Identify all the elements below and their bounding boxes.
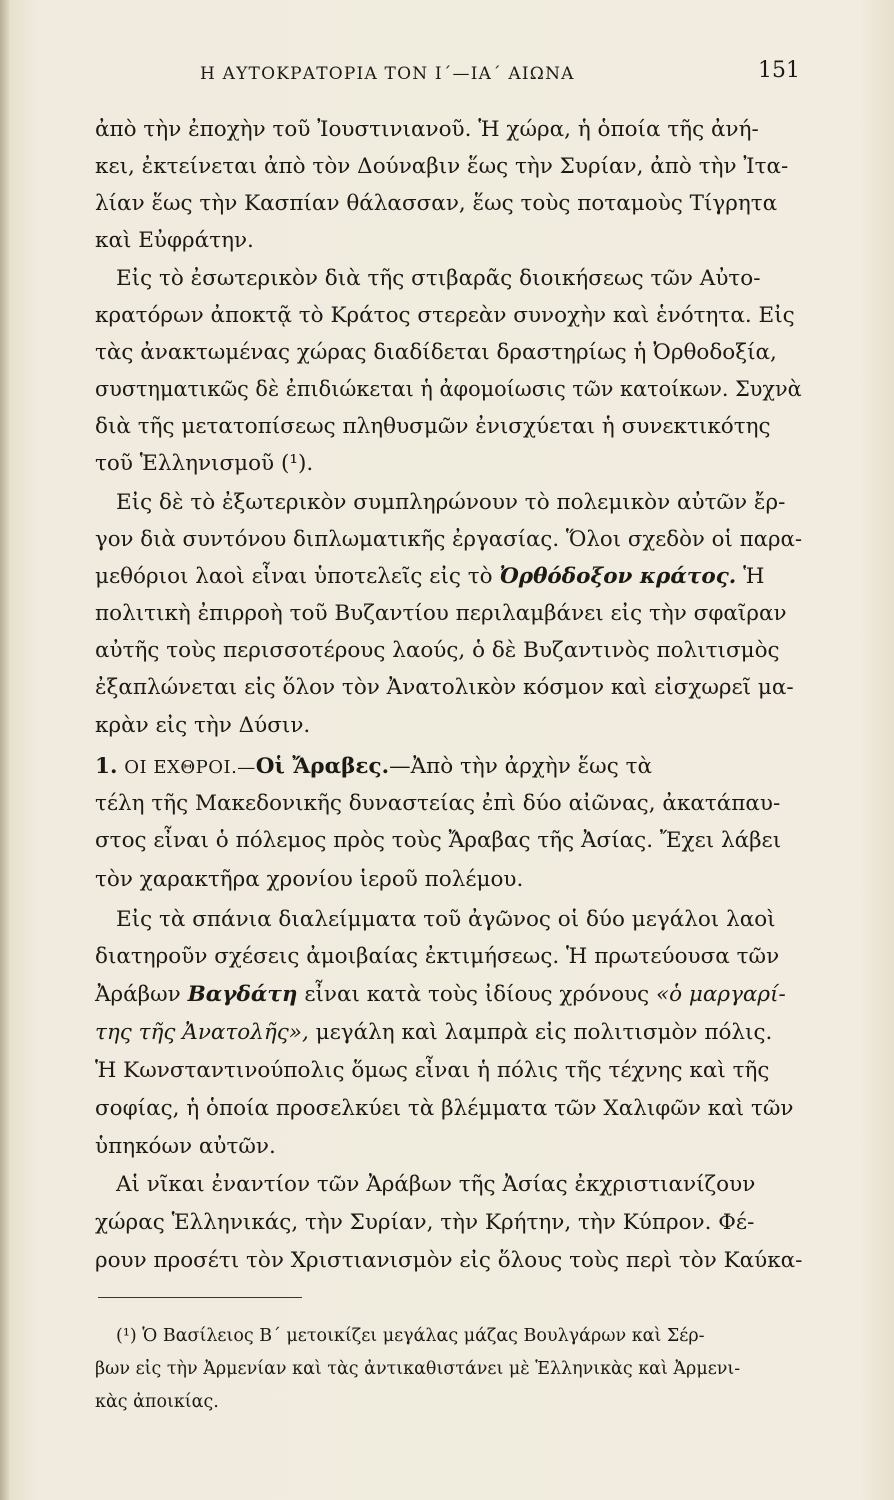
text-line: καὶ Εὐφράτην. xyxy=(95,228,254,253)
text-line: στος εἶναι ὁ πόλεμος πρὸς τοὺς Ἄραβας τῆς Ἀσίας. Ἔχει λάβει xyxy=(95,828,782,853)
text-span: μεγάλη καὶ λαμπρὰ εἰς πολιτισμὸν πόλις. xyxy=(315,1020,773,1045)
section-heading xyxy=(95,752,652,783)
emphasized-phrase: Βαγδάτη xyxy=(187,982,298,1007)
text-line: γον διὰ συντόνου διπλωματικῆς ἐργασίας. Ὅλοι σχεδὸν οἱ παρα- xyxy=(95,527,803,552)
text-line: τέλη τῆς Μακεδονικῆς δυναστείας ἐπὶ δύο αἰῶνας, ἀκατάπαυ- xyxy=(95,791,781,816)
text-line: ἐξαπλώνεται εἰς ὅλον τὸν Ἀνατολικὸν κόσμον καὶ εἰσχωρεῖ μα- xyxy=(95,675,794,700)
text-line xyxy=(95,1018,772,1048)
section-number: 1. xyxy=(95,754,118,779)
text-line: αὐτῆς τοὺς περισσοτέρους λαούς, ὁ δὲ Βυζαντινὸς πολιτισμὸς xyxy=(95,638,780,663)
text-line: ἀπὸ τὴν ἐποχὴν τοῦ Ἰουστινιανοῦ. Ἡ χώρα, ἡ ὁποία τῆς ἀνή- xyxy=(95,117,759,142)
text-line: κει, ἐκτείνεται ἀπὸ τὸν Δούναβιν ἕως τὴν Συρίαν, ἀπὸ τὴν Ἰτα- xyxy=(95,154,789,179)
text-line: πολιτικὴ ἐπιρροὴ τοῦ Βυζαντίου περιλαμβάνει εἰς τὴν σφαῖραν xyxy=(95,601,787,626)
section-title: ΟΙ ΕΧΘΡΟΙ.— xyxy=(124,757,256,778)
text-line xyxy=(95,980,786,1010)
page-number: 151 xyxy=(758,58,800,83)
text-line: ρουν προσέτι τὸν Χριστιανισμὸν εἰς ὅλους τοὺς περὶ τὸν Καύκα- xyxy=(95,1248,803,1273)
text-line: τὸν χαρακτῆρα χρονίου ἱεροῦ πολέμου. xyxy=(95,867,524,892)
text-line: Ἡ Κωνσταντινούπολις ὅμως εἶναι ἡ πόλις τῆς τέχνης καὶ τῆς xyxy=(95,1058,770,1083)
text-span: μεθόριοι λαοὶ εἶναι ὑποτελεῖς εἰς τὸ xyxy=(95,564,493,589)
text-line: λίαν ἕως τὴν Κασπίαν θάλασσαν, ἕως τοὺς ποταμοὺς Τίγρητα xyxy=(95,191,778,216)
section-subtitle: Οἱ Ἄραβες. xyxy=(255,754,390,779)
text-line: τὰς ἀνακτωμένας χώρας διαδίδεται δραστηρίως ἡ Ὀρθοδοξία, xyxy=(95,340,777,365)
footnote-line: κὰς ἀποικίας. xyxy=(95,1392,219,1412)
text-line: διὰ τῆς μετατοπίσεως πληθυσμῶν ἐνισχύεται ἡ συνεκτικότης xyxy=(95,414,771,439)
text-line: χώρας Ἑλληνικάς, τὴν Συρίαν, τὴν Κρήτην, τὴν Κύπρον. Φέ- xyxy=(95,1210,755,1235)
text-line: Αἱ νῖκαι ἐναντίον τῶν Ἀράβων τῆς Ἀσίας ἐκχριστιανίζουν xyxy=(116,1172,756,1197)
text-line: διατηροῦν σχέσεις ἀμοιβαίας ἐκτιμήσεως. Ἡ πρωτεύουσα τῶν xyxy=(95,944,780,969)
footnote-line: (¹) Ὁ Βασίλειος Β΄ μετοικίζει μεγάλας μάζας Βουλγάρων καὶ Σέρ- xyxy=(116,1326,705,1346)
text-line: κρὰν εἰς τὴν Δύσιν. xyxy=(95,713,311,738)
text-line: σοφίας, ἡ ὁποία προσελκύει τὰ βλέμματα τῶν Χαλιφῶν καὶ τῶν xyxy=(95,1096,794,1121)
text-line xyxy=(95,562,764,592)
quoted-phrase: της τῆς Ἀνατολῆς», xyxy=(95,1020,309,1045)
text-line: τοῦ Ἑλληνισμοῦ (¹). xyxy=(95,451,314,476)
text-line: ὑπηκόων αὐτῶν. xyxy=(95,1134,276,1159)
text-line: Εἰς τὸ ἐσωτερικὸν διὰ τῆς στιβαρᾶς διοικήσεως τῶν Αὐτο- xyxy=(116,266,761,291)
text-line: Εἰς τὰ σπάνια διαλείμματα τοῦ ἀγῶνος οἱ δύο μεγάλοι λαοὶ xyxy=(116,907,776,932)
text-line: Εἰς δὲ τὸ ἐξωτερικὸν συμπληρώνουν τὸ πολεμικὸν αὐτῶν ἔρ- xyxy=(116,490,786,515)
running-head: Η ΑΥΤΟΚΡΑΤΟΡΙΑ ΤΟΝ Ι΄—ΙΑ΄ ΑΙΩΝΑ xyxy=(200,64,575,84)
text-span: Ἡ xyxy=(743,564,765,589)
text-line: κρατόρων ἀποκτᾷ τὸ Κράτος στερεὰν συνοχὴν καὶ ἑνότητα. Εἰς xyxy=(95,303,795,328)
quoted-phrase: «ὁ μαργαρί- xyxy=(656,982,786,1007)
emphasized-phrase: Ὀρθόδοξον κράτος. xyxy=(499,564,737,589)
footnote-line: βων εἰς τὴν Ἀρμενίαν καὶ τὰς ἀντικαθιστάνει μὲ Ἑλληνικὰς καὶ Ἀρμενι- xyxy=(95,1359,741,1379)
text-span: εἶναι κατὰ τοὺς ἰδίους χρόνους xyxy=(304,982,650,1007)
footnote-rule xyxy=(98,1297,302,1298)
text-line: συστηματικῶς δὲ ἐπιδιώκεται ἡ ἀφομοίωσις τῶν κατοίκων. Συχνὰ xyxy=(95,377,802,402)
text-span: —Ἀπὸ τὴν ἀρχὴν ἕως τὰ xyxy=(389,754,653,779)
text-span: Ἀράβων xyxy=(95,982,181,1007)
